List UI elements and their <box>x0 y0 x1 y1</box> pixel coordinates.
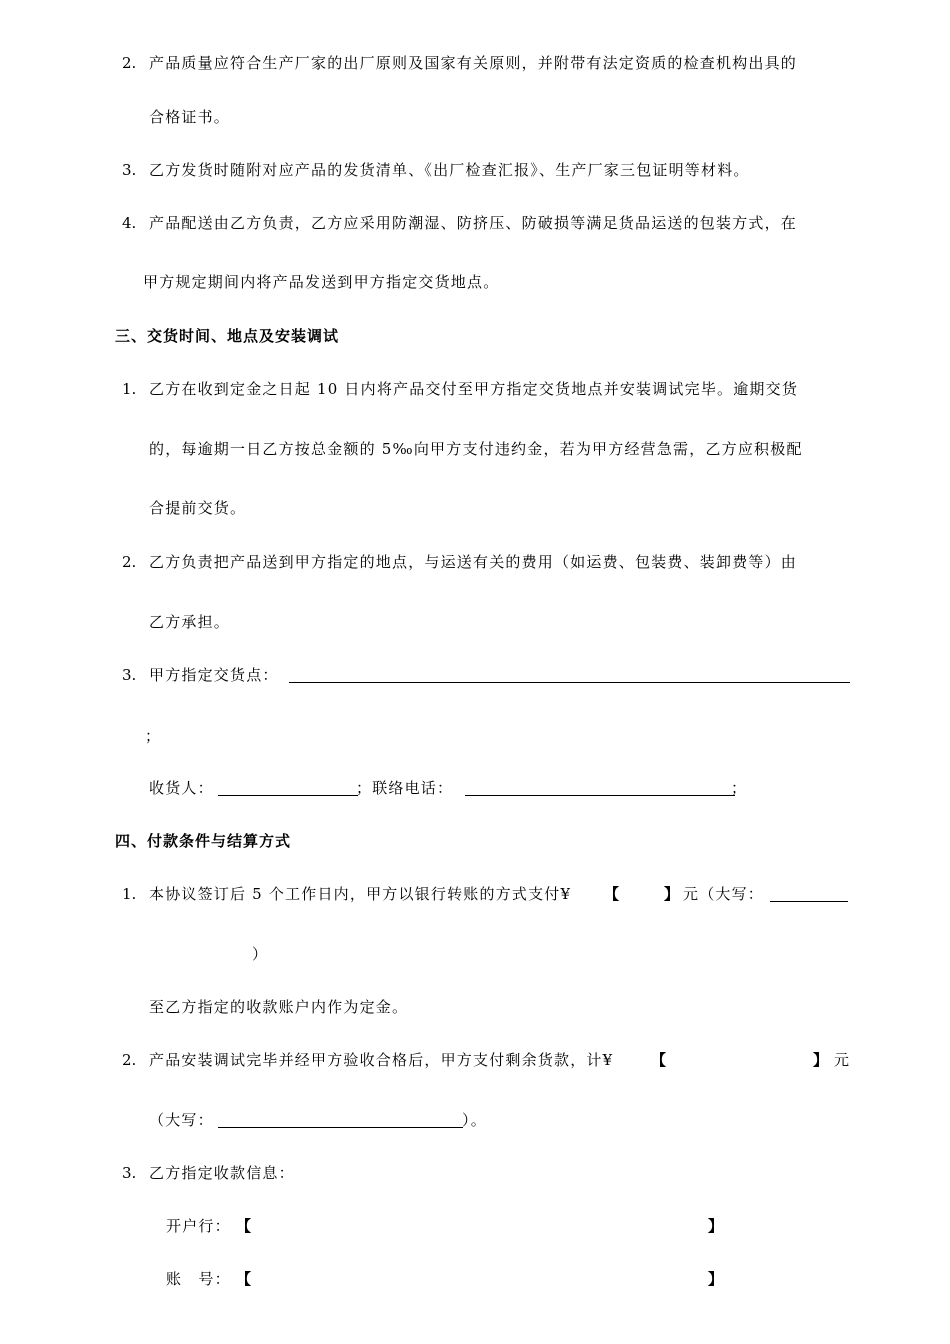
receiver-blank[interactable] <box>218 795 358 796</box>
clause-text: 甲方规定期间内将产品发送到甲方指定交货地点。 <box>143 273 500 291</box>
bracket-close: 】 <box>813 1051 830 1069</box>
delivery-point-label: 甲方指定交货点： <box>149 666 279 684</box>
phone-blank[interactable] <box>465 795 735 796</box>
clause-text: 产品质量应符合生产厂家的出厂原则及国家有关原则，并附带有法定资质的检查机构出具的 <box>149 54 798 72</box>
bracket-open: 【 <box>236 1270 253 1288</box>
clause-text: 乙方承担。 <box>149 613 231 631</box>
section-heading: 三、交货时间、地点及安装调试 <box>115 327 340 345</box>
clause-text: 乙方在收到定金之日起 10 日内将产品交付至甲方指定交货地点并安装调试完毕。逾期交货 <box>149 380 799 398</box>
yuan-label: 元 <box>834 1051 851 1069</box>
remaining-words-blank[interactable] <box>218 1127 463 1128</box>
bracket-open: 【 <box>651 1051 668 1069</box>
account-label: 账 号： <box>166 1270 231 1288</box>
clause-text: 乙方指定收款信息： <box>149 1164 295 1182</box>
item-number: 3. <box>122 666 137 684</box>
amount-words-blank[interactable] <box>770 901 848 902</box>
item-number: 2. <box>122 1051 137 1069</box>
clause-text: 合提前交货。 <box>149 499 247 517</box>
phone-label: ；联络电话： <box>356 779 454 797</box>
clause-text: 的，每逾期一日乙方按总金额的 5‰向甲方支付违约金，若为甲方经营急需，乙方应积极配 <box>149 440 803 458</box>
item-number: 2. <box>122 553 137 571</box>
semicolon: ； <box>145 727 162 745</box>
bank-label: 开户行： <box>166 1217 231 1235</box>
clause-text: 产品配送由乙方负责，乙方应采用防潮湿、防挤压、防破损等满足货品运送的包装方式，在 <box>149 214 798 232</box>
clause-text: 乙方发货时随附对应产品的发货清单、《出厂检查汇报》、生产厂家三包证明等材料。 <box>149 161 750 179</box>
daxie-label: （大写： <box>149 1111 214 1129</box>
daxie-close: ）。 <box>462 1111 487 1129</box>
delivery-point-blank[interactable] <box>289 682 850 683</box>
section-heading: 四、付款条件与结算方式 <box>115 832 292 850</box>
bracket-close: 】 <box>708 1217 725 1235</box>
clause-text: 产品安装调试完毕并经甲方验收合格后，甲方支付剩余货款，计¥ <box>149 1051 614 1069</box>
item-number: 1. <box>122 885 137 903</box>
bracket-open: 【 <box>236 1217 253 1235</box>
bracket-close: 】 <box>664 885 681 903</box>
close-paren: ） <box>252 945 269 963</box>
bracket-open: 【 <box>604 885 621 903</box>
clause-text: 本协议签订后 5 个工作日内，甲方以银行转账的方式支付¥ <box>149 885 572 903</box>
receiver-label: 收货人： <box>149 779 214 797</box>
bracket-close: 】 <box>708 1270 725 1288</box>
item-number: 1. <box>122 380 137 398</box>
clause-text: 乙方负责把产品送到甲方指定的地点，与运送有关的费用（如运费、包装费、装卸费等）由 <box>149 553 798 571</box>
item-number: 4. <box>122 214 137 232</box>
clause-text: 合格证书。 <box>149 108 231 126</box>
clause-text: 至乙方指定的收款账户内作为定金。 <box>149 998 409 1016</box>
item-number: 2. <box>122 54 137 72</box>
clause-text: 元（大写： <box>683 885 765 903</box>
item-number: 3. <box>122 1164 137 1182</box>
item-number: 3. <box>122 161 137 179</box>
semicolon: ； <box>731 779 748 797</box>
